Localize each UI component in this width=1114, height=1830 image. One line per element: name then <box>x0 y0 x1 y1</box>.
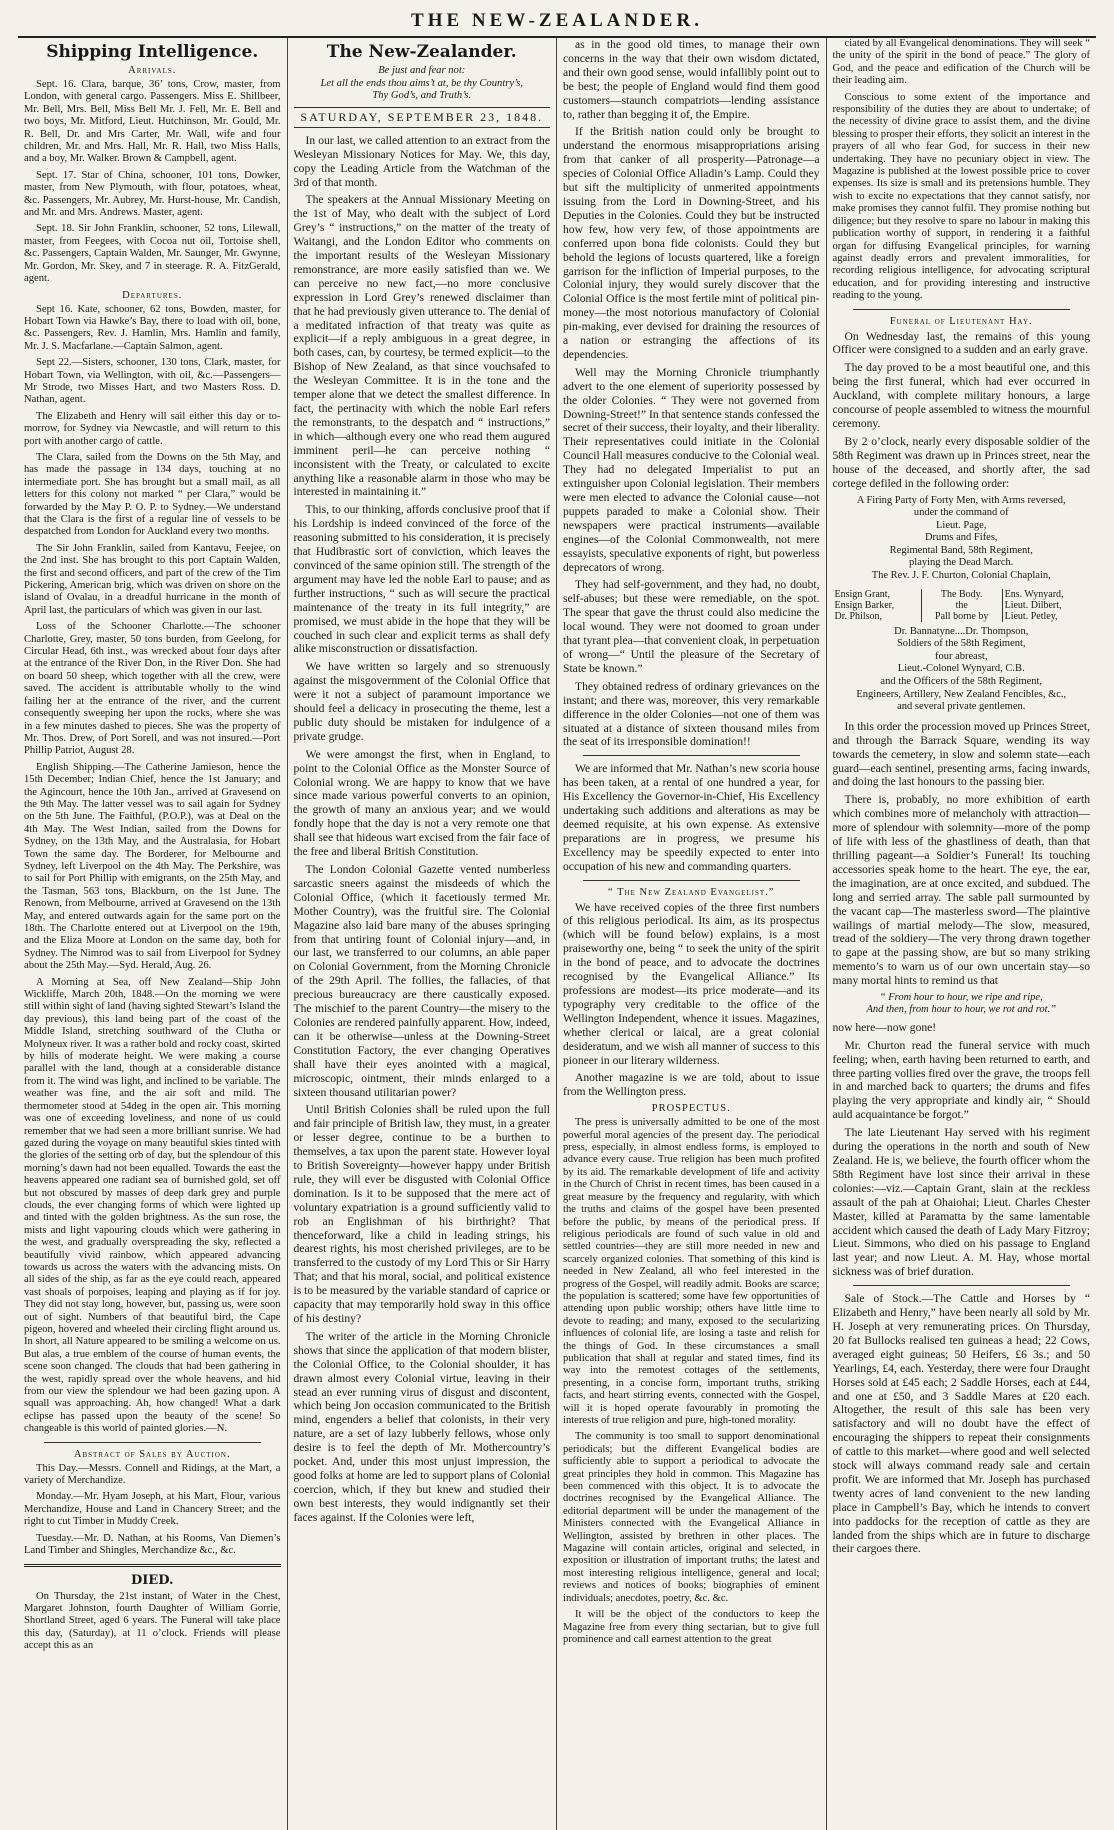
prospectus-paragraph: The community is too small to support denominational periodicals; but the different Evangelical bodies are sufficiently able to support a periodical to advocate the great principles they hold in common. This Magazine has been commenced with this object. It is to advocate the doctrines recognised by the Evangelical Alliance. The editorial department will be under the management of the Ministers connected with the Evangelical Alliance in Wellington, assisted by brethren in other places. The Magazine will contain articles, original and selected, in exposition or illustration of important truths; the latest and most interesting religious intelligence, general and local; reviews and notices of books; biographies of eminent individuals; anecdotes, poetry, &c. &c. <box>563 1431 820 1604</box>
divider <box>583 880 800 881</box>
shipping-paragraph: English Shipping.—The Catherine Jamieson, hence the 15th December; Indian Chief, hence the 1st January; and the Agincourt, hence the 10th Jan., arrived at Gravesend on the 9th May. The latter vessel was to sail again for Sydney on the 5th June. The Faithful, (P.O.P.), was at Deal on the 4th May. The West Indian, sailed from the Downs for Sydney, on the 13th May, and the Australasia, for Hobart Town the same day. The Borderer, for Melbourne and Sydney, left Liverpool on the 4th May. The Perkshire, was to sail for Port Phillip with emigrants, on the 25th May, and the Tasman, 563 tons, Blackburn, on the 1st June. The Renown, from Melbourne, arrived at Gravesend on the 13th May, and entered outwards again for the same port on the 18th. The Charlotte entered out at Liverpool on the 19th, and the Eliza Moore at London on the same day, both for Sydney. The Nimrod was to sail from Liverpool for Sydney about the 25th May.—Syd. Herald, Aug. 26. <box>24 761 281 972</box>
funeral-paragraph: On Wednesday last, the remains of this young Officer were consigned to a sudden and an early grave. <box>832 329 1090 357</box>
funeral-heading: Funeral of Lieutenant Hay. <box>889 315 1033 327</box>
arrivals-heading: Arrivals. <box>128 65 177 76</box>
editorial-paragraph: We were amongst the first, when in England, to point to the Colonial Office as the Monster Source of Colonial wrong. We are happy to know that we have since made various powerful converts to an opinion, the growth of many an anxious year; and we would fondly hope that the day is not a very remote one that shall see that hideous wart excised from the fair face of the free and liberal British Constitution. <box>293 747 550 859</box>
pall-bearers-center: The Body. the Pall borne by <box>921 589 1002 622</box>
funeral-paragraph: There is, probably, no more exhibition of earth which combines more of melancholy with attraction—more of splendour with solemnity—more of the pomp of life with less of the ghastliness of death, than that thrilling pageant—a Soldier’s Funeral! Its touching accessories speak home to the heart. The eye, the ear, the imagination, are at once excited, and subdued. The long and serried array. The sable pall surmounted by the vacant cap—The masterless sword—The plaintive wailings of martial melody—The slow, measured, tread of the soldiery—The very throng drawn together to gape at the passing show, are but so many striking memento’s to warn us of our own uncertain stay—so many mortal hints to remind us that <box>832 793 1090 988</box>
shipping-paragraph: A Morning at Sea, off New Zealand—Ship John Wickliffe, March 20th, 1848.—On the morning we were still within sight of land (having sighted Stewart’s Island the day previous), this land being part of the coast of the Middle Island, stretching southward of the Clutha or Molyneux river. It was a rather bold and rocky coast, skirted by hills of moderate height. We were making a course parallel with the land, though at a considerable distance from it. The wind was light, and inclined to be variable. The weather was fine, and the air soft and mild. The thermometer stood at 54deg in the open air. This morning was one of exceeding loveliness, and none of us could remember that we had seen a more brilliant sunrise. We had gazed during the voyage on many beautiful skies tinted with the glories of the setting orb of day, but the splendour of this morning’s dawn had not been equalled. Towards the east the heavens appeared one radiant sea of burnished gold, set off but not obscured by masses of deep dark grey and purple clouds, the ever changing forms of which were lighted up and tinted with the golden brightness. As the sun rose, the mists and light vapouring clouds which were gathering in the west, and gradually overspreading the sky, reflected a beautifully vivid rainbow, which appeared advancing towards us across the waters with the advancing mists. On all sides of the ship, as far as the eye could reach, appeared vast shoals of porpoises, leaping and playing as if for joy. They did not stay long, however, but, passing us, were soon out of sight. Numbers of that beautiful bird, the Cape pigeon, hovered and wheeled their circling flight around us. In short, all Nature appeared to be smiling a welcome on us. But alas, a true emblem of the course of human events, the scene soon changed. The clouds that had been gathering in the west, rapidly spread over the whole heavens, and hid from our view the splendour we had been gazing upon. A squall was approaching. Ah, how changed! What a dark eclipse has passed upon the beauty of the scene! So changeable is this world of painted glories.—N. <box>24 976 281 1435</box>
arrival-entry: Sept. 16. Clara, barque, 36’ tons, Crow, master, from London, with general cargo. Passengers. Miss E. Shillbeer, Mr. Bell, Mrs. Bell, Miss Bell Mr. J. Fell, Mr. E. Bell and two boys, Mr. Mitford, Lieut. Hutchinson, Mr. Gould, Mr. R. Bell, Dr. and Mrs Carter, Mr. Wall, wife and four children, Mr. and Mrs. Hall, Mr. R. Hall, two Miss Halls, and a boy, Mr. Walker. Brown & Campbell, agent. <box>24 79 281 165</box>
arrival-entry: Sept. 18. Sir John Franklin, schooner, 52 tons, Lilewall, master, from Feegees, with Cocoa nut oil, Tortoise shell, &c. Passengers, Captain Walden, Mr. Saunger, Mr. Gwynne, Mr. Gordon, Mr. Skey, and 7 in steerage. R. A. FitzGerald, agent. <box>24 223 281 285</box>
sale-of-stock: Sale of Stock.—The Cattle and Horses by “ Elizabeth and Henry,” have been nearly all sold by Mr. H. Joseph at very remunerating prices. On Thursday, 20 fat Bullocks realised ten guineas a head; 22 Cows, averaged eight guineas; 50 Heifers, £6 3s.; and 50 Yearlings, £4, each. Yesterday, there were four Draught Horses sold at £45 each; 2 Saddle Horses, each at £44, and one at £50, and 3 Saddle Mares at £20 each. Altogether, the result of this sale has been very satisfactory and will no doubt have the effect of encouraging the shippers to repeat their consignments of cattle to this market—where good and well selected stock will always command ready sale and certain profit. We are informed that Mr. Joseph has purchased twenty acres of land convenient to the new landing place in Campbell’s Bay, which he intends to convert into paddocks for the reception of cattle as they are landed from the ships which are in future to discharge their cargoes there. <box>832 1292 1090 1556</box>
editorial-paragraph: Until British Colonies shall be ruled upon the full and fair principle of British law, they must, in a greater or lesser degree, continue to be a burthen to themselves, a tax upon the parent state. However loyal to British Sovereignty—however happy under British rule, they will ever be disgusted with Colonial Office domination. Is it to be supposed that the mere act of voluntary expatriation is a ground sufficiently valid to rob an Englishman of his birthright? That thenceforward, like a child in leading strings, his dearest rights, his most cherished privileges, are to be transferred to the custody of my Lord This or Sir Harry That; and that his moral, social, and political existence is to be measured by the variable standard of caprice or capacity that may temporarily hold sway in this office of his destiny? <box>293 1103 550 1325</box>
died-notice: On Thursday, the 21st instant, of Water in the Chest, Margaret Johnston, fourth Daughter of William Gorrie, Shortland Street, aged 6 years. The Funeral will take place this day, (Saturday), at 11 o’clock. Friends will please accept this as an <box>24 1590 281 1652</box>
editorial-motto: Be just and fear not: Let all the ends thou aims’t at, be thy Country’s, Thy God’s, and Truth’s. <box>320 65 524 102</box>
funeral-verse: “ From hour to hour, we ripe and ripe, And then, from hour to hour, we rot and rot.” <box>866 992 1057 1016</box>
departure-entry: Sept 22.—Sisters, schooner, 130 tons, Clark, master, for Hobart Town, via Wellington, with oil, &c.—Passengers—Mr Strode, two Misses Hart, and two Masters Ross. D. Nathan, agent. <box>24 357 281 406</box>
auction-entry: Tuesday.—Mr. D. Nathan, at his Rooms, Van Diemen’s Land Timber and Shingles, Merchandize &c., &c. <box>24 1532 281 1557</box>
pall-bearers <box>833 589 1091 622</box>
prospectus-paragraph: Conscious to some extent of the importance and responsibility of the duties they are about to undertake; of the necessity of divine grace to assist them, and the divine blessing to prosper their efforts, they solicit an interest in the prayers of all who fear God, for success in their new undertaking. They have no pecuniary object in view. The Magazine is published at the lowest possible price to cover expenses. Its size is small and its pretensions humble. They wish to excite no expectations that they cannot satisfy, nor make promises they cannot fulfil. They promise nothing but diligence; but they resolve to spare no labour in making this publication worthy of support, in rendering it a faithful organ for diffusing Evangelical principles, for warning against deadly errors and prevalent immoralities, for recording religious intelligence, for advocating scriptural education, and for providing interesting and instructive reading to the young. <box>832 91 1090 302</box>
funeral-paragraph: By 2 o’clock, nearly every disposable soldier of the 58th Regiment was drawn up in Princes street, near the house of the deceased, and shortly after, the sad cortege defiled in the following order: <box>832 434 1090 490</box>
editorial-paragraph: Well may the Morning Chronicle triumphantly advert to the one element of superiority possessed by the older Colonies. “ They were not governed from Downing-Street!” In that sentence stands confessed the secret of their success, their loyalty, and their liberality. Their representatives could initiate in the Colonial Council Hall measures conducive to the Colonial weal. They had no delegated Imperialist to put an extinguisher upon Colonial legislation. Their members were men elected to advance the Colonial cause—not puppets paraded to make a Colonial show. Their newspapers were practical instruments—available engines—of the Colonial Commonwealth, not mere essayists, speculative exponents of right, but powerless deprecators of wrong. <box>563 365 820 574</box>
columns <box>18 38 1096 1830</box>
prospectus-paragraph: It will be the object of the conductors to keep the Magazine free from every thing sectarian, but to give full prominence and call earnest attention to the great <box>563 1609 820 1645</box>
shipping-paragraph: The Sir John Franklin, sailed from Kantavu, Feejee, on the 2nd inst. She has brought to this port Captain Walden, the first and second officers, and part of the crew of the Tim Pickering, American brig, which was driven on shore on the island of Ovalau, in a dreadful hurricane in the month of April last, the particulars of which was given in our last. <box>24 542 281 616</box>
shipping-paragraph: Loss of the Schooner Charlotte.—The schooner Charlotte, Grey, master, 50 tons burden, from Geelong, for Circular Head, 6th inst., was wrecked about four days after at the entrance of the River Don, in the River Don. She had on board 50 sheep, which together with all the crew, were saved. The accident is attributable wholly to the wind failing her at the entrance of the river, and the current consequently sweeping her upon the rocks, where she was in a few minutes dashed to pieces. She was the property of Mr. Thos. Drew, of Port Sorell, and was not insured.—Port Phillip Patriot, August 28. <box>24 621 281 757</box>
divider <box>853 309 1071 310</box>
procession-order-continued: Dr. Bannatyne....Dr. Thompson, Soldiers of the 58th Regiment, four abreast, Lieut.-Colonel Wynyard, C.B. and the Officers of the 58th Regiment, Engineers, Artillery, New Zealand Fencibles, &c., and several private gentlemen. <box>856 625 1067 713</box>
auction-entry: This Day.—Messrs. Connell and Ridings, at the Mart, a variety of Merchandize. <box>24 1462 281 1487</box>
divider <box>24 1564 281 1567</box>
news-paragraph: We are informed that Mr. Nathan’s new scoria house has been taken, at a rental of one hundred a year, for His Excellency the Governor-in-Chief, His Excellency undertaking such additions and alterations as may be deemed requisite, at his own expense. As extensive preparations are in progress, we presume his Excellency may be speedily expected to enter into occupation of his new and commanding quarters. <box>563 762 820 873</box>
editorial-paragraph: They had self-government, and they had, no doubt, self-abuses; but these were remediable, on the spot. The spear that gave the thrust could also medicine the local wound. They were not doomed to groan under that tyrant plea—that convenient cloak, in perpetuation of wrong—“ Until the pleasure of the Secretary of State be known.” <box>563 578 820 675</box>
funeral-paragraph: In this order the procession moved up Princes Street, and through the Barrack Square, wending its way towards the cemetery, in slow and solemn state—each guard—each sentinel, presenting arms, facing inwards, and doing the last honours to the passing bier. <box>832 719 1090 789</box>
masthead: THE NEW-ZEALANDER. <box>18 8 1096 38</box>
procession-order: A Firing Party of Forty Men, with Arms reversed, under the command of Lieut. Page, Drums and Fifes, Regimental Band, 58th Regiment, playing the Dead March. The Rev. J. F. Churton, Colonial Chaplain, <box>856 494 1066 582</box>
editorial-paragraph: They obtained redress of ordinary grievances on the instant; and there was, moreover, this very remarkable difference in the older Colonies—not one of them was situated at a distance of sixteen thousand miles from the seat of its irresponsible domination!! <box>563 679 820 749</box>
editorial-title: The New-Zealander. <box>326 42 517 62</box>
editorial-paragraph: as in the good old times, to manage their own concerns in the way that their own wisdom dictated, and their own good sense, would infallibly point out to be best; the people of England would find them good customers—staunch compatriots—lending assistance to, rather than begging it of, the Empire. <box>563 38 820 121</box>
column-shipping <box>18 38 288 1830</box>
pall-bearers-right: Ens. Wynyard, Lieut. Dilbert, Lieut. Petley, <box>1004 588 1064 622</box>
column-editorial-continued <box>557 38 827 1830</box>
divider <box>853 1285 1071 1286</box>
editorial-paragraph: The London Colonial Gazette vented numberless sarcastic sneers against the misdeeds of which the Colonial Office, (which it facetiously termed Mr. Mother Country), was the fruitful sire. The Colonial Magazine also laid bare many of the abuses springing from that untiring fount of Colonial injury—and, in our last, we transferred to our columns, an able paper on Colonial Government, from the Morning Chronicle of the 29th April. The follies, the fallacies, of that precious bureaucracy are there caustically exposed. The mischief to the parent Country—the misery to the Colonies are rendered painfully apparent. How, indeed, can it be otherwise—unless at the Downing-Street Constitution Factory, the ever changing Operatives shall have their eyes anointed with a magical, microscopic, ointment, their minds enlarged to a sixteen thousand utilitarian power? <box>293 863 550 1099</box>
editorial-paragraph: We have written so largely and so strenuously against the misgovernment of the Colonial Office that were it not a subject of paramount importance we should feel a delicacy in prosecuting the theme, lest a public duty should be mistaken for indulgence of a private grudge. <box>293 660 550 743</box>
shipping-paragraph: The Clara, sailed from the Downs on the 5th May, and has made the passage in 134 days, touching at no intermediate port. She has brought but a small mail, as all letters for this colony not marked “ per Clara,” would be forwarded by the May P. O. P. to Sydney.—We understand that the Clara is the first of a regular line of vessels to be despatched from London for Auckland every two months. <box>24 451 281 538</box>
evangelist-paragraph: Another magazine is we are told, about to issue from the Wellington press. <box>563 1071 820 1099</box>
editorial-paragraph: The speakers at the Annual Missionary Meeting on the 1st of May, who dealt with the subject of Lord Grey’s “ instructions,” on the matter of the treaty of Waitangi, and the London Editor who comments on the important results of the Wesleyan Missionary remonstrance, are more easily satisfied than we. We can perceive no new fact,—no more conclusive expression in Lord Grey’s renewed disclaimer than that he had previously given utterance to. The denial of a meditated infraction of that treaty was quite as explicit—if a reply ambiguous in a great degree, in both cases, can, by courtesy, be termed explicit—to the Bishop of New Zealand, as that since vouchsafed to the Wesleyan Committee. It is in the tone and the temper alone that we detect the smallest difference. In fact, the pertinacity with which the noble Earl refers the remonstrants, to the despatch and “ instructions,” in which—although every one who read them augured imminent peril—he can perceive nothing “ inconsistent with the Treaty, or calculated to excite anything like a reasonable alarm in those who may be interested in maintaining it.” <box>293 193 550 499</box>
auction-heading: Abstract of Sales by Auction. <box>73 1448 231 1460</box>
shipping-paragraph: The Elizabeth and Henry will sail either this day or to-morrow, for Sydney via Newcastle, and will return to this port with another cargo of cattle. <box>24 410 281 447</box>
evangelist-heading: “ The New Zealand Evangelist.” <box>608 886 775 898</box>
funeral-paragraph: The late Lieutenant Hay served with his regiment during the operations in the north and south of New Zealand. He is, we believe, the fourth officer whom the 58th Regiment have lost since their arrival in these colonies:—viz.—Captain Grant, slain at the reckless assault of the pah at Ohaiohai; Lieut. Charles Chester Master, killed at Paramatta by the same lamentable accident which caused the death of Lady Mary Fitzroy; Lieut. Simmons, who died on his passage to England last year; and now Lieut. A. M. Hay, whose mortal sickness was of brief duration. <box>832 1126 1090 1279</box>
evangelist-paragraph: We have received copies of the three first numbers of this religious periodical. Its aim, as its prospectus (which will be found below) explains, is a most praiseworthy one, being “ to seek the unity of the spirit in the bond of peace, and to advocate the doctrines recognised by the Evangelical Alliance.” Its professions are modest—its price moderate—and its typography very creditable to the office of the Wellington Independent, whence it issues. Magazines, whether clerical or laical, are a great colonial desideratum, and we wish all manner of success to this pioneer in our literary wilderness. <box>563 900 820 1067</box>
column-editorial <box>288 38 558 1830</box>
prospectus-paragraph: ciated by all Evangelical denominations. They will seek “ the unity of the spirit in the bond of peace.” The glory of God, and the peace and edification of the Church will be their leading aim. <box>832 38 1090 87</box>
shipping-title: Shipping Intelligence. <box>46 42 259 62</box>
funeral-paragraph: now here—now gone! <box>832 1020 937 1034</box>
arrival-entry: Sept. 17. Star of China, schooner, 101 tons, Dowker, master, from New Plymouth, with flour, potatoes, wheat, &c. Passengers, Mr. Aubrey, Mr. Hurst-house, Mr. Candish, and Mr. and Mrs. Andrews. Master, agent. <box>24 169 281 219</box>
departures-heading: Departures. <box>122 289 183 301</box>
funeral-paragraph: The day proved to be a most beautiful one, and this being the first funeral, which had ever occurred in Auckland, with complete military honours, a large concourse of people assembled to witness the mournful ceremony. <box>832 361 1090 430</box>
divider <box>44 1442 261 1443</box>
prospectus-paragraph: The press is universally admitted to be one of the most powerful moral agencies of the present day. The periodical press, especially, in almost endless forms, is employed to advance every cause. True religion has been much profited by its aid. The remarkable development of life and activity in the Church of Christ in recent times, has been caused in a great measure by the frequency and regularity, with which the truths and claims of the gospel have been presented before the public, by means of the periodical press. If religious periodicals are found of such value in old and settled countries—they are still more needed in new and scarcely organized colonies. That something of this kind is needed in New Zealand, all who feel interested in the progress of the Gospel, will readily admit. Books are scarce; the population is scattered; some have few opportunities of attending upon public worship; others have little time to devote to reading; and many, exposed to the secularizing influences of colonial life, are losing a taste and relish for the things of God. In these circumstances a small publication that shall at regular and stated times, find its way into the remotest cottages of the settlements, presenting, in a concise form, important truths, striking facts, and heart stirring events, connected with the Gospel, will it is hoped operate favourably in promoting the interests of true religion and pure, high-toned morality. <box>563 1117 820 1426</box>
funeral-paragraph: Mr. Churton read the funeral service with much feeling; when, earth having been returned to earth, and three parting vollies fired over the grave, the troops fell in and marched back to quarters; the drums and fifes playing the very appropriate and kindly air, “ Should auld acquaintance be forgot.” <box>832 1038 1090 1122</box>
dateline: SATURDAY, SEPTEMBER 23, 1848. <box>294 107 551 128</box>
column-funeral <box>827 38 1097 1830</box>
pall-bearers-left: Ensign Grant, Ensign Barker, Dr. Philson, <box>834 588 895 622</box>
prospectus-heading: PROSPECTUS. <box>651 1103 731 1115</box>
departure-entry: Sept 16. Kate, schooner, 62 tons, Bowden, master, for Hobart Town via Hawke’s Bay, there to load with oil, bone, &c. Passengers, Rev. J. Hamlin, Mrs. Hamlin and family, Mr. J. S. Macfarlane.—Captain Salmon, agent. <box>24 303 281 352</box>
editorial-paragraph: In our last, we called attention to an extract from the Wesleyan Missionary Notices for May. We, this day, copy the Leading Article from the Watchman of the 3rd of that month. <box>293 133 550 189</box>
divider <box>583 755 800 756</box>
died-heading: DIED. <box>130 1572 174 1588</box>
editorial-paragraph: If the British nation could only be brought to understand the enormous misappropriations arising from that canker of all prosperity—Patronage—a species of Colonial Office Alladin’s Lamp. Could they but sift the multiplicity of unmerited appointments issuing from the Lord in Downing-Street, and his Deputies in the Colonies. Could they but be instructed how few, how very few, of those appointments are conferred upon bona fide colonists. Could they but behold the legions of locusts quartered, like a foreign garrison for the infliction of Imperial purposes, to the Colonial injury, they would surely discover that the Colonial Office is the most fertile mint of political pin-money—the most notorious manufactory of Colonial pin-making, ever devised for draining the resources of a nation or estranging the affections of its dependencies. <box>563 125 820 361</box>
editorial-paragraph: This, to our thinking, affords conclusive proof that if his Lordship is indeed convinced of the force of the reasoning submitted to his consideration, it is precisely that Hudibrastic sort of conviction, which leaves the convinced of the same opinion still. The strength of the argument may have led the noble Earl to pause; and as further instructions, “ such as will secure the practical maintenance of the treaty in its full integrity,” are promised, we must abide in the hope that they will be couched in such clear and explicit terms as shall defy alike misconstruction or dissatisfaction. <box>293 503 550 656</box>
auction-entry: Monday.—Mr. Hyam Joseph, at his Mart, Flour, various Merchandize, House and Land in Chancery Street; and the right to cut Timber in Muddy Creek. <box>24 1491 281 1528</box>
editorial-paragraph: The writer of the article in the Morning Chronicle shows that since the application of that modern blister, the Colonial Office, to the Colonial shoulder, it has drawn almost every Colonial virtue, leaving in their stead an ever running virus of disgust and discontent, which being Jon occasion communicated to the British mind, engenders a belief that colonists, in their very nature, are a set of lazy lubberly fellows, whose only desire is to feel the depth of Mr. Mothercountry’s pocket. And, under this most unjust impression, the good folks at home are led to support plans of Colonial coercion, which, if they but knew and studied their own best interests, they would indignantly set their faces against. If the Colonies were left, <box>293 1329 550 1524</box>
